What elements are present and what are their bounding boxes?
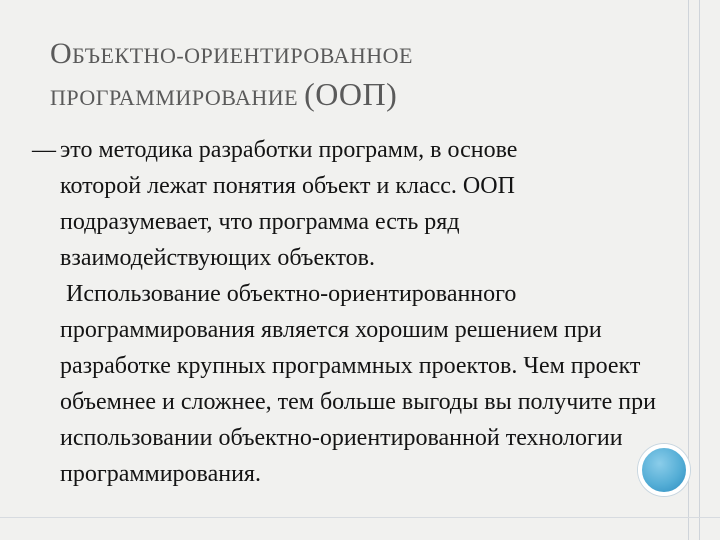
title-line-2 (50, 72, 413, 120)
definition-first-line (32, 132, 672, 168)
definition-paragraph (32, 132, 672, 276)
title-line-1-text: БЪЕКТНО-ОРИЕНТИРОВАННОЕ (72, 43, 413, 68)
frame-vertical-line (688, 0, 700, 540)
title-initial: О (50, 37, 73, 70)
slide-title (50, 34, 413, 120)
definition-rest: которой лежат понятия объект и класс. ООП подразумевает, что программа есть ряд взаимодействующих объектов. (60, 173, 515, 271)
frame-horizontal-line (0, 517, 720, 518)
usage-rest: программирования является хорошим решением при разработке крупных программных проектов. Чем проект объемнее и сложнее, тем больше выгоды вы получите при использовании объектно-ориентированной технологии программирования. (60, 317, 656, 487)
em-dash: — (32, 137, 56, 163)
title-abbreviation: (ООП) (304, 76, 398, 112)
usage-first-line: Использование объектно-ориентированного (66, 281, 517, 307)
title-line-1 (50, 34, 413, 76)
definition-line-1: это методика разработки программ, в основе (60, 137, 518, 163)
usage-paragraph (32, 276, 672, 492)
title-line-2-text: ПРОГРАММИРОВАНИЕ (50, 85, 305, 110)
slide-body (32, 132, 672, 492)
